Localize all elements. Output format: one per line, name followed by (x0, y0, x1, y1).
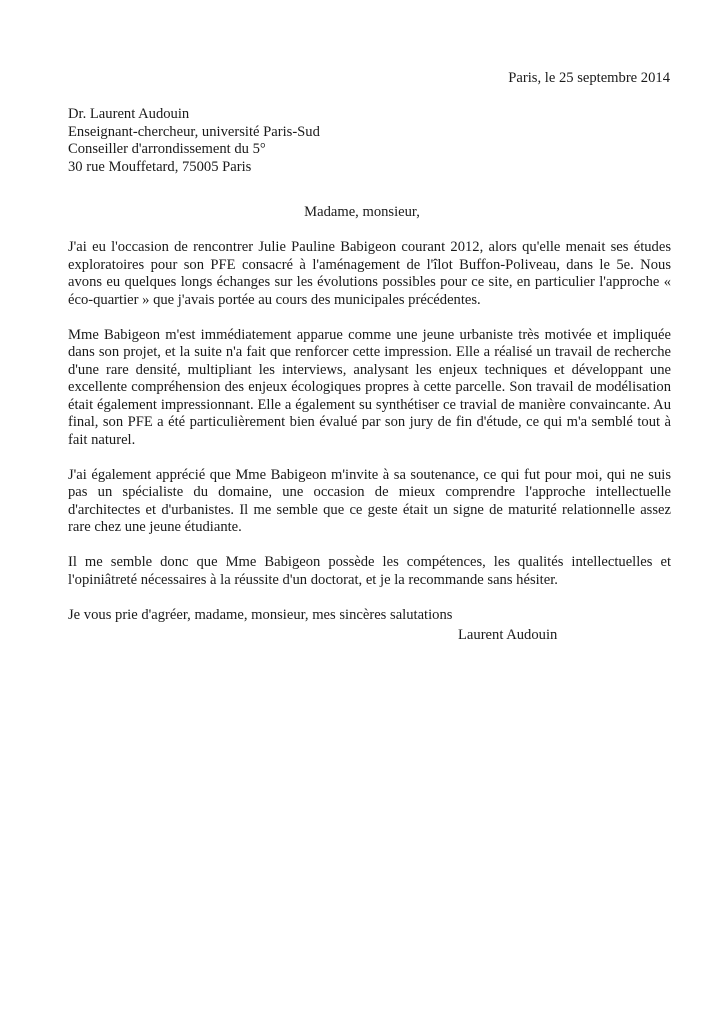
salutation: Madame, monsieur, (304, 204, 420, 220)
signature: Laurent Audouin (458, 627, 558, 643)
letter-body (68, 239, 671, 642)
sender-role: Conseiller d'arrondissement du 5° (68, 141, 266, 157)
paragraph-recommendation: Il me semble donc que Mme Babigeon possède les compétences, les qualités intellectuelles et l'opiniâtreté nécessaires à la réussite d'un doctorat, et je la recommande sans hésiter. (68, 554, 671, 588)
paragraph-defense: J'ai également apprécié que Mme Babigeon m'invite à sa soutenance, ce qui fut pour moi, qui ne suis pas un spécialiste du domaine, une occasion de mieux comprendre l'approche intellectuelle d'architectes et d'urbanistes. Il me semble que ce geste était un signe de maturité relationnelle assez rare chez une jeune étudiante. (68, 466, 671, 535)
letter-date: Paris, le 25 septembre 2014 (508, 70, 670, 86)
paragraph-intro: J'ai eu l'occasion de rencontrer Julie Pauline Babigeon courant 2012, alors qu'elle menait ses études exploratoires pour son PFE consacré à l'aménagement de l'îlot Buffon-Poliveau, dans le 5e. Nous avons eu quelques longs échanges sur les évolutions possibles pour ce site, en particulier l'approche « éco-quartier » que j'avais portée au cours des municipales précédentes. (68, 239, 671, 308)
sender-title: Enseignant-chercheur, université Paris-Sud (68, 123, 320, 140)
sender-name: Dr. Laurent Audouin (68, 106, 190, 122)
paragraph-assessment: Mme Babigeon m'est immédiatement apparue comme une jeune urbaniste très motivée et impliquée dans son projet, et la suite n'a fait que renforcer cette impression. Elle a réalisé un travail de recherche d'une rare densité, multipliant les interviews, analysant les enjeux techniques et développant une excellente compréhension des enjeux écologiques propres à cette parcelle. Son travail de modélisation était également impressionnant. Elle a également su synthétiser ce travial de manière convaincante. Au final, son PFE a été particulièrement bien évalué par son jury de fin d'étude, ce qui m'a semblé tout à fait naturel. (68, 326, 671, 448)
sender-address: 30 rue Mouffetard, 75005 Paris (68, 158, 252, 175)
sender-block (68, 106, 320, 176)
closing-formula: Je vous prie d'agréer, madame, monsieur, mes sincères salutations (68, 606, 453, 623)
